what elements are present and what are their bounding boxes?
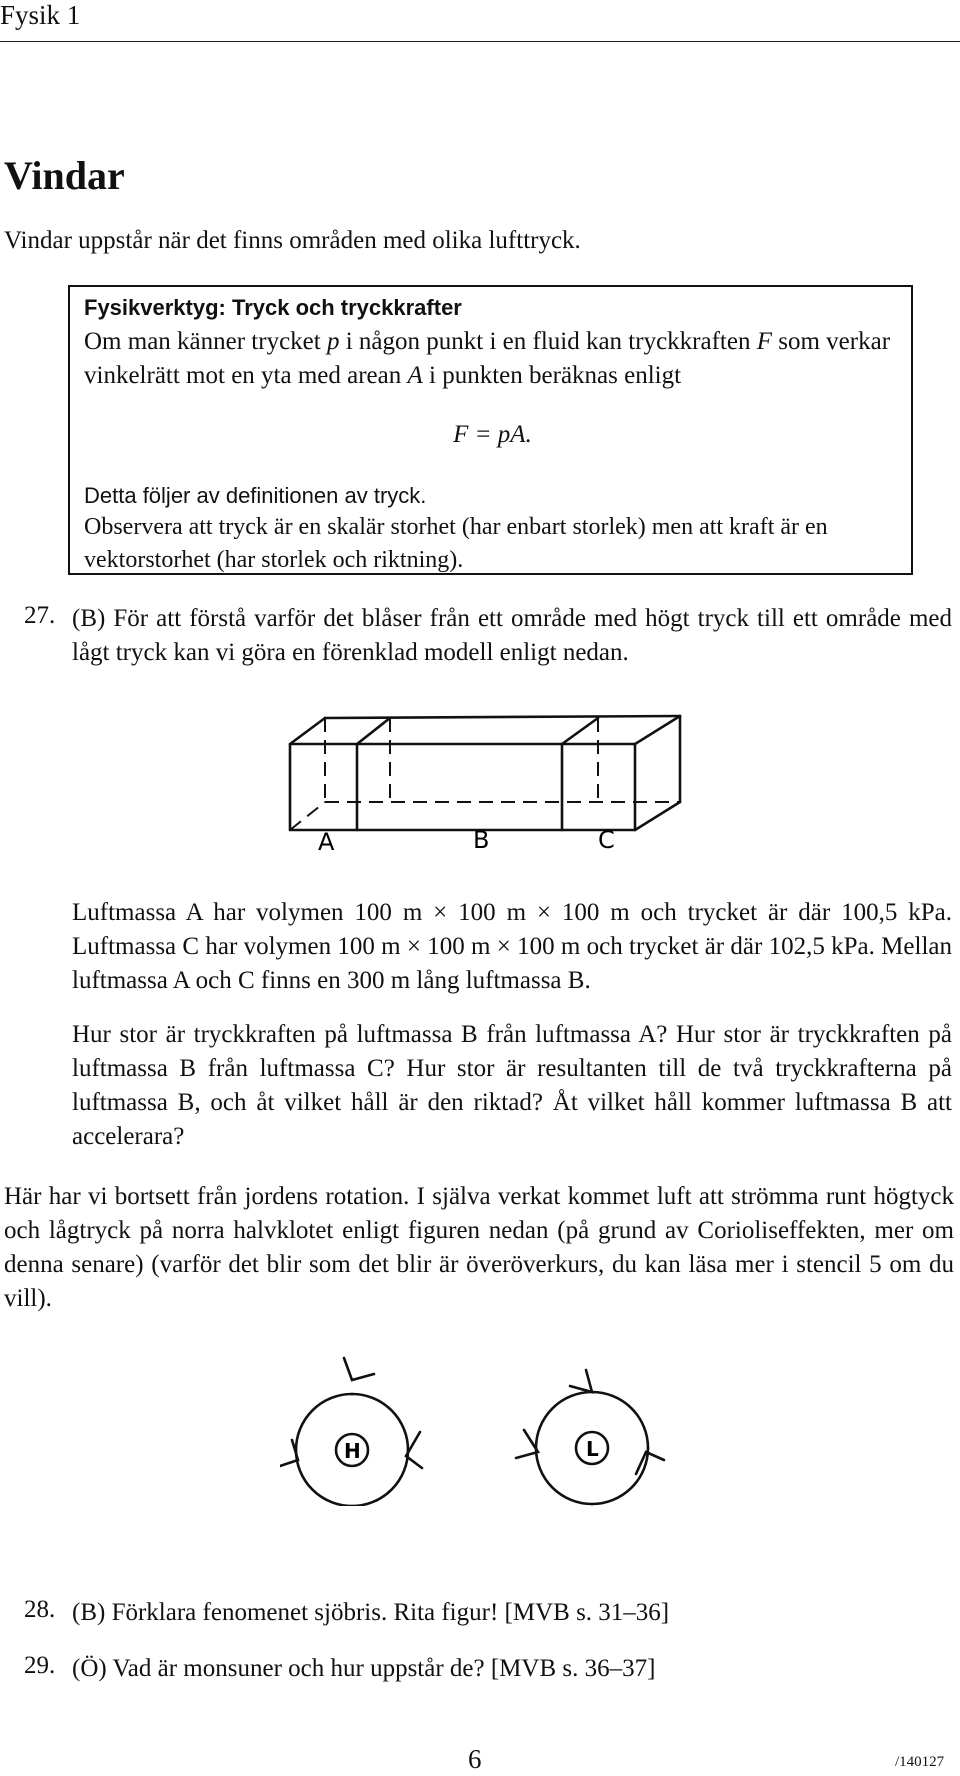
toolbox-definition-note: Detta följer av definitionen av tryck. <box>84 483 427 508</box>
var-A: A <box>407 362 423 389</box>
page-number: 6 <box>468 1744 482 1774</box>
label-C: C <box>598 826 615 852</box>
toolbox-scalar-vector-note: Observera att tryck är en skalär storhet (har enbart storlek) men att kraft är en vektorstorhet (har storlek och riktning). <box>84 514 828 573</box>
toolbox-text: Om man känner trycket p i någon punkt i en fluid kan tryckkraften F som verkar vinkelrätt mot en yta med arean A i punkten beräknas enligt <box>84 328 891 389</box>
question-27-number: 27. <box>24 602 56 629</box>
question-27-text: (B) För att förstå varför det blåser från ett område med högt tryck till ett område med lågt tryck kan vi göra en förenklad modell enligt nedan. <box>72 605 952 666</box>
document-code: /140127 <box>895 1754 945 1770</box>
coriolis-paragraph: Här har vi bortsett från jordens rotation. I själva verkat kommet luft att strömma runt högtyck och lågtryck på norra halvklotet enligt figuren nedan (på grund av Corioliseffekten, mer om denna senare) (varför det blir som det blir är överöverkurs, du kan läsa mer i stencil 5 om du vill). <box>4 1183 954 1312</box>
intro-paragraph: Vindar uppstår när det finns områden med olika lufttryck. <box>4 227 581 254</box>
toolbox-heading: Fysikverktyg: Tryck och tryckkrafter <box>84 295 462 320</box>
physics-toolbox <box>68 285 913 575</box>
label-A: A <box>318 828 335 852</box>
label-B: B <box>473 826 490 852</box>
high-pressure-label: H <box>344 1439 361 1463</box>
low-pressure-label: L <box>586 1437 599 1461</box>
section-title: Vindar <box>4 153 125 198</box>
question-27-paragraph-1: Luftmassa A har volymen 100 m × 100 m × 100 m och trycket är där 100,5 kPa. Luftmassa C har volymen 100 m × 100 m × 100 m och trycket är där 102,5 kPa. Mellan luftmassa A och C finns en 300 m lång luftmassa B. <box>72 899 952 994</box>
question-29-text: (Ö) Vad är monsuner och hur uppstår de? [MVB s. 36–37] <box>72 1655 656 1682</box>
question-27-paragraph-2: Hur stor är tryckkraften på luftmassa B från luftmassa A? Hur stor är tryckkraften på luftmassa B från luftmassa C? Hur stor är resultanten till de två tryckkrafterna på luftmassa B, och åt vilket håll är den riktad? Åt vilket håll kommer luftmassa B att accelerara? <box>72 1021 952 1150</box>
air-mass-boxes-figure <box>250 712 690 852</box>
header-divider <box>0 41 960 42</box>
var-F: F <box>756 328 772 355</box>
var-p: p <box>326 328 340 355</box>
course-header: Fysik 1 <box>0 0 81 30</box>
question-28-number: 28. <box>24 1596 56 1623</box>
cyclone-figure <box>280 1356 680 1506</box>
pressure-formula: F = pA. <box>453 421 532 448</box>
question-28-text: (B) Förklara fenomenet sjöbris. Rita figur! [MVB s. 31–36] <box>72 1599 670 1626</box>
question-29-number: 29. <box>24 1652 56 1679</box>
